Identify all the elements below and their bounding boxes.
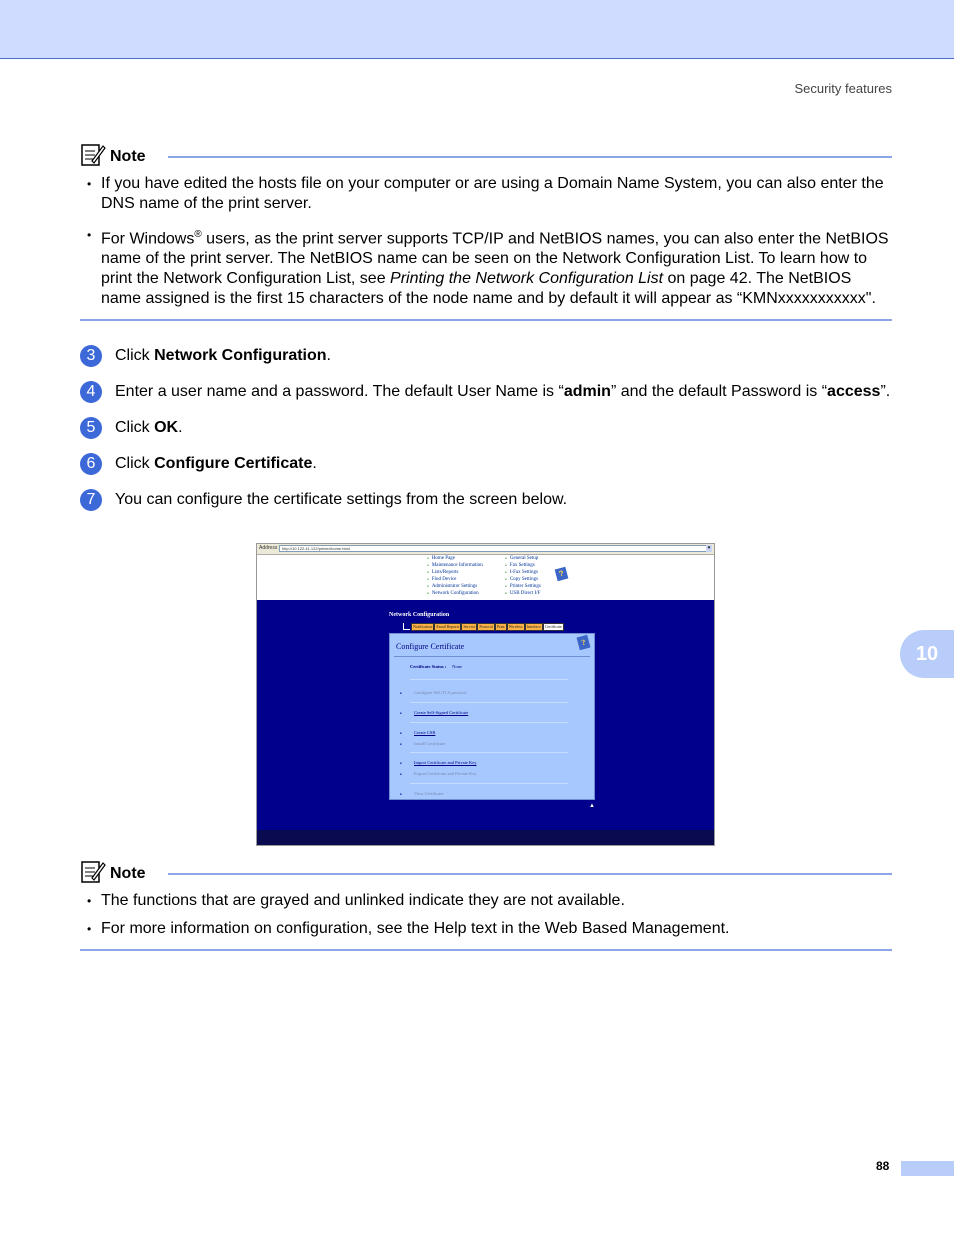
tab-hook bbox=[403, 623, 410, 630]
page-title: Network Configuration bbox=[389, 612, 450, 618]
help-icon[interactable]: ? bbox=[555, 567, 569, 581]
menu-link[interactable]: ● Fax Settings bbox=[505, 562, 541, 569]
step-number: 6 bbox=[80, 453, 102, 475]
menu-link[interactable]: ● Lists/Reports bbox=[427, 569, 483, 576]
separator bbox=[410, 722, 568, 723]
step-number: 4 bbox=[80, 381, 102, 403]
tab-interface[interactable]: Interface bbox=[526, 624, 541, 629]
tab-bar bbox=[411, 623, 564, 631]
tab-email-reports[interactable]: Email Reports bbox=[436, 624, 460, 629]
tab-notification[interactable]: Notification bbox=[413, 624, 433, 629]
step bbox=[80, 346, 892, 366]
web-management-screenshot bbox=[256, 543, 715, 846]
steps-list bbox=[80, 346, 892, 526]
menu-link[interactable]: ● General Setup bbox=[505, 555, 541, 562]
step-text: . bbox=[326, 347, 331, 364]
menu-link[interactable]: ● Network Configuration bbox=[427, 590, 483, 597]
menu-link[interactable]: ● Copy Settings bbox=[505, 576, 541, 583]
install-certificate-item: ■ Install Certificate bbox=[414, 741, 445, 746]
page-number: 88 bbox=[876, 1159, 890, 1173]
separator bbox=[410, 679, 568, 680]
note-item bbox=[80, 225, 892, 309]
status-label: Certificate Status : bbox=[410, 664, 447, 669]
status-strip bbox=[257, 830, 714, 845]
menu-left bbox=[427, 555, 483, 597]
create-self-signed-link[interactable]: ■ Create Self-Signed Certificate bbox=[414, 710, 468, 715]
step-bold: Configure Certificate bbox=[154, 455, 313, 472]
menu-link[interactable]: ● Maintenance Information bbox=[427, 562, 483, 569]
note-title: Note bbox=[110, 148, 146, 165]
step-number: 3 bbox=[80, 345, 102, 367]
separator bbox=[410, 702, 568, 703]
tab-protocol[interactable]: Protocol bbox=[479, 624, 493, 629]
step-bold: OK bbox=[154, 419, 179, 436]
note-bottom-rule bbox=[80, 319, 892, 321]
step bbox=[80, 382, 892, 402]
status-value: None bbox=[452, 664, 462, 669]
configure-ssl-item: ■ Configure SSL/TLS protocol bbox=[414, 690, 467, 695]
note-text: users, as the print server supports TCP/IP and NetBIOS names, you can also enter the NetBIOS name of the print server. The NetBIOS name can be seen on the Network Configuration List. To learn how to print the Network Configuration List, see bbox=[101, 230, 889, 288]
step-text: Enter a user name and a password. The default User Name is “ bbox=[115, 383, 564, 400]
menu-link[interactable]: ● Administrator Settings bbox=[427, 583, 483, 590]
certificate-status bbox=[410, 664, 462, 669]
header-band bbox=[0, 0, 954, 59]
address-bar bbox=[257, 544, 714, 555]
separator bbox=[410, 783, 568, 784]
note-item: • The functions that are grayed and unlinked indicate they are not available. bbox=[80, 891, 892, 911]
step-number: 7 bbox=[80, 489, 102, 511]
section-title: Security features bbox=[794, 81, 892, 96]
step bbox=[80, 490, 892, 510]
page-number-bar bbox=[901, 1161, 954, 1176]
step-text: . bbox=[312, 455, 317, 472]
note-box bbox=[80, 146, 892, 321]
tab-certificate[interactable]: Certificate bbox=[544, 624, 562, 629]
menu-link[interactable]: ● USB Direct I/F bbox=[505, 590, 541, 597]
step bbox=[80, 418, 892, 438]
view-certificate-item: ■ View Certificate bbox=[414, 791, 444, 796]
note-icon bbox=[80, 860, 106, 884]
step-number: 5 bbox=[80, 417, 102, 439]
step-bold: access bbox=[827, 383, 881, 400]
panel-divider bbox=[394, 656, 590, 657]
menu-link[interactable]: ● Home Page bbox=[427, 555, 483, 562]
step bbox=[80, 454, 892, 474]
note-icon bbox=[80, 143, 106, 167]
address-dropdown-icon[interactable]: ▾ bbox=[707, 545, 711, 551]
step-text: ” and the default Password is “ bbox=[610, 383, 828, 400]
tab-service[interactable]: Service bbox=[463, 624, 476, 629]
note-text: on page 42. The NetBIOS name assigned is the first 15 characters of the node name and by default it will appear as “KMNxxxxxxxxxxx". bbox=[101, 270, 876, 308]
address-label: Address bbox=[259, 545, 278, 551]
menu-right bbox=[505, 555, 541, 597]
note-text: For Windows bbox=[101, 230, 195, 248]
menu-link[interactable]: ● I-Fax Settings bbox=[505, 569, 541, 576]
menu-link[interactable]: ● Find Device bbox=[427, 576, 483, 583]
separator bbox=[410, 752, 568, 753]
panel-title: Configure Certificate bbox=[396, 642, 465, 651]
scroll-top-arrow-icon[interactable]: ▲ bbox=[589, 803, 595, 809]
note-divider bbox=[168, 156, 892, 158]
step-text: . bbox=[178, 419, 183, 436]
step-bold: admin bbox=[563, 383, 611, 400]
note-bottom-rule bbox=[80, 949, 892, 951]
step-text: Click bbox=[115, 347, 155, 364]
menu-link[interactable]: ● Printer Settings bbox=[505, 583, 541, 590]
address-field[interactable]: http://10.122.41.122/printer/home.html bbox=[279, 545, 707, 552]
note-box bbox=[80, 863, 892, 951]
configure-certificate-panel bbox=[389, 633, 595, 800]
step-text: Click bbox=[115, 419, 155, 436]
export-certificate-item: ■ Export Certificate and Private Key bbox=[414, 771, 476, 776]
note-title: Note bbox=[110, 865, 146, 882]
note-item: • If you have edited the hosts file on your computer or are using a Domain Name System, you can also enter the DNS name of the print server. bbox=[80, 174, 892, 214]
create-csr-link[interactable]: ■ Create CSR bbox=[414, 730, 435, 735]
chapter-tab: 10 bbox=[900, 630, 954, 678]
note-divider bbox=[168, 873, 892, 875]
help-icon[interactable]: ? bbox=[577, 635, 591, 650]
tab-print[interactable]: Print bbox=[496, 624, 505, 629]
step-text: ”. bbox=[880, 383, 891, 400]
registered-mark: ® bbox=[194, 229, 202, 240]
step-text: Click bbox=[115, 455, 155, 472]
note-item: • For more information on configuration, see the Help text in the Web Based Management. bbox=[80, 919, 892, 939]
import-certificate-link[interactable]: ■ Import Certificate and Private Key bbox=[414, 760, 476, 765]
step-bold: Network Configuration bbox=[154, 347, 327, 364]
cross-reference: Printing the Network Configuration List bbox=[390, 270, 664, 288]
tab-wireless[interactable]: Wireless bbox=[508, 624, 523, 629]
step-text: You can configure the certificate settings from the screen below. bbox=[115, 491, 568, 508]
